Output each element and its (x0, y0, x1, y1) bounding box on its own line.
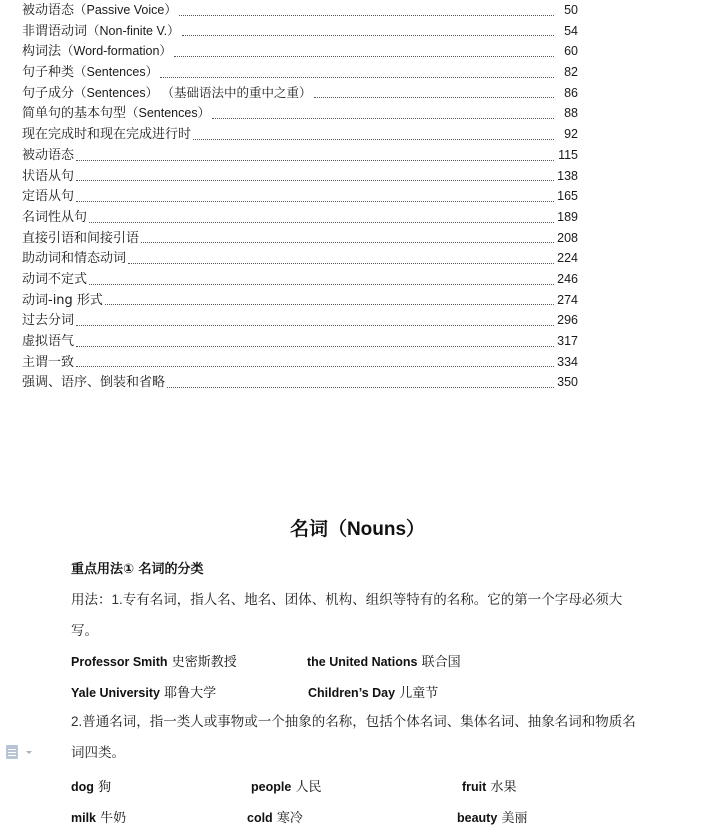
toc-entry-label: 动词不定式 (22, 271, 88, 287)
example-item: Children’s Day 儿童节 (308, 686, 439, 701)
toc-entry[interactable] (22, 248, 578, 269)
chapter-title-en: （Nouns） (327, 519, 426, 540)
toc-entry-label: 强调、语序、倒装和省略 (22, 375, 166, 391)
toc-entry-label: 动词-ing 形式 (22, 292, 103, 308)
example-item: cold 寒冷 (247, 811, 303, 826)
toc-leader-dots (89, 284, 554, 285)
toc-entry[interactable] (22, 166, 578, 187)
toc-entry-label: 构词法（Word-formation） (22, 44, 172, 60)
toc-leader-dots (89, 222, 554, 223)
usage-prefix: 用法： (71, 592, 112, 608)
toc-leader-dots (128, 263, 554, 264)
toc-entry-label: 现在完成时和现在完成进行时 (22, 127, 192, 143)
toc-page-number: 54 (564, 23, 578, 38)
usage-2-text: 普通名词，指一类人或事物或一个抽象的名称，包括个体名词、集体名词、抽象名词和物质名词四类。 (71, 714, 636, 761)
chevron-down-icon[interactable] (26, 751, 32, 754)
toc-page-number: 88 (564, 106, 578, 121)
example-item: milk 牛奶 (71, 811, 127, 826)
toc-entry-label: 句子种类（Sentences） (22, 65, 159, 81)
toc-entry[interactable] (22, 83, 578, 104)
toc-entry[interactable] (22, 207, 578, 228)
toc-entry-label: 名词性从句 (22, 209, 88, 225)
toc-leader-dots (105, 304, 554, 305)
toc-entry-label: 句子成分（Sentences） （基础语法中的重中之重） (22, 85, 312, 101)
toc-entry-label: 定语从句 (22, 189, 75, 205)
toc-page-number: 208 (557, 230, 578, 245)
toc-leader-dots (76, 325, 554, 326)
toc-entry-label: 直接引语和间接引语 (22, 230, 140, 246)
toc-page-number: 224 (557, 251, 578, 266)
toc-entry[interactable] (22, 145, 578, 166)
toc-page-number: 317 (557, 334, 578, 348)
example-item: fruit 水果 (462, 780, 517, 795)
toc-entry[interactable] (22, 41, 578, 62)
toc-entry[interactable] (22, 352, 578, 373)
chapter-title (0, 514, 715, 541)
usage-1-number: 1. (111, 592, 123, 607)
toc-leader-dots (179, 15, 554, 16)
toc-leader-dots (76, 201, 554, 202)
toc-entry-label: 简单句的基本句型（Sentences） (22, 106, 211, 122)
usage-1-paragraph (71, 584, 641, 647)
toc-leader-dots (167, 387, 554, 388)
toc-leader-dots (76, 366, 554, 367)
toc-page-number: 82 (564, 65, 578, 80)
toc-leader-dots (182, 35, 554, 36)
toc-entry-label: 过去分词 (22, 313, 75, 329)
usage-1-text: 专有名词，指人名、地名、团体、机构、组织等特有的名称。它的第一个字母必须大写。 (71, 592, 623, 639)
toc-entry[interactable] (22, 331, 578, 352)
toc-page-number: 246 (557, 271, 578, 286)
toc-leader-dots (160, 77, 554, 78)
toc-entry[interactable] (22, 0, 578, 21)
toc-leader-dots (141, 242, 554, 243)
toc-leader-dots (76, 346, 554, 347)
toc-leader-dots (212, 118, 554, 119)
section-heading: 重点用法① 名词的分类 (71, 562, 204, 577)
example-item: people 人民 (251, 780, 322, 795)
toc-entry[interactable] (22, 310, 578, 331)
toc-entry[interactable] (22, 103, 578, 124)
document-icon[interactable] (6, 745, 18, 759)
toc-leader-dots (174, 56, 554, 57)
toc-page-number: 165 (557, 189, 578, 204)
example-item: dog 狗 (71, 780, 112, 795)
toc-page-number: 296 (557, 313, 578, 328)
toc-entry[interactable] (22, 372, 578, 393)
usage-2-paragraph (71, 706, 641, 769)
toc-entry[interactable] (22, 124, 578, 145)
example-item: Professor Smith 史密斯教授 (71, 655, 237, 670)
toc-leader-dots (76, 160, 554, 161)
toc-entry-label: 被动语态 (22, 147, 75, 163)
toc-page-number: 189 (557, 209, 578, 224)
toc-page-number: 138 (557, 168, 578, 183)
usage-2-number: 2. (71, 714, 83, 729)
toc-page-number: 86 (564, 85, 578, 100)
toc-page-number: 60 (564, 44, 578, 59)
toc-entry-label: 虚拟语气 (22, 334, 75, 349)
table-of-contents (22, 0, 578, 393)
toc-entry-label: 主谓一致 (22, 354, 75, 370)
toc-page-number: 350 (557, 375, 578, 390)
toc-page-number: 334 (557, 354, 578, 369)
toc-leader-dots (76, 180, 554, 181)
toc-leader-dots (314, 97, 554, 98)
toc-entry[interactable] (22, 186, 578, 207)
toc-entry-label: 助动词和情态动词 (22, 251, 127, 267)
toc-entry[interactable] (22, 228, 578, 249)
example-item: the United Nations 联合国 (307, 655, 461, 670)
toc-entry[interactable] (22, 21, 578, 42)
toc-entry-label: 非谓语动词（Non-finite V.） (22, 23, 180, 39)
toc-entry-label: 被动语态（Passive Voice） (22, 3, 177, 18)
toc-entry-label: 状语从句 (22, 168, 75, 184)
toc-page-number: 50 (564, 3, 578, 17)
chapter-title-zh: 名词 (289, 518, 328, 540)
example-item: beauty 美丽 (457, 811, 528, 826)
toc-page-number: 92 (564, 127, 578, 142)
example-item: Yale University 耶鲁大学 (71, 686, 217, 701)
toc-entry[interactable] (22, 269, 578, 290)
toc-entry[interactable] (22, 290, 578, 311)
toc-entry[interactable] (22, 62, 578, 83)
toc-page-number: 115 (558, 147, 578, 162)
toc-page-number: 274 (557, 292, 578, 307)
toc-leader-dots (193, 139, 554, 140)
